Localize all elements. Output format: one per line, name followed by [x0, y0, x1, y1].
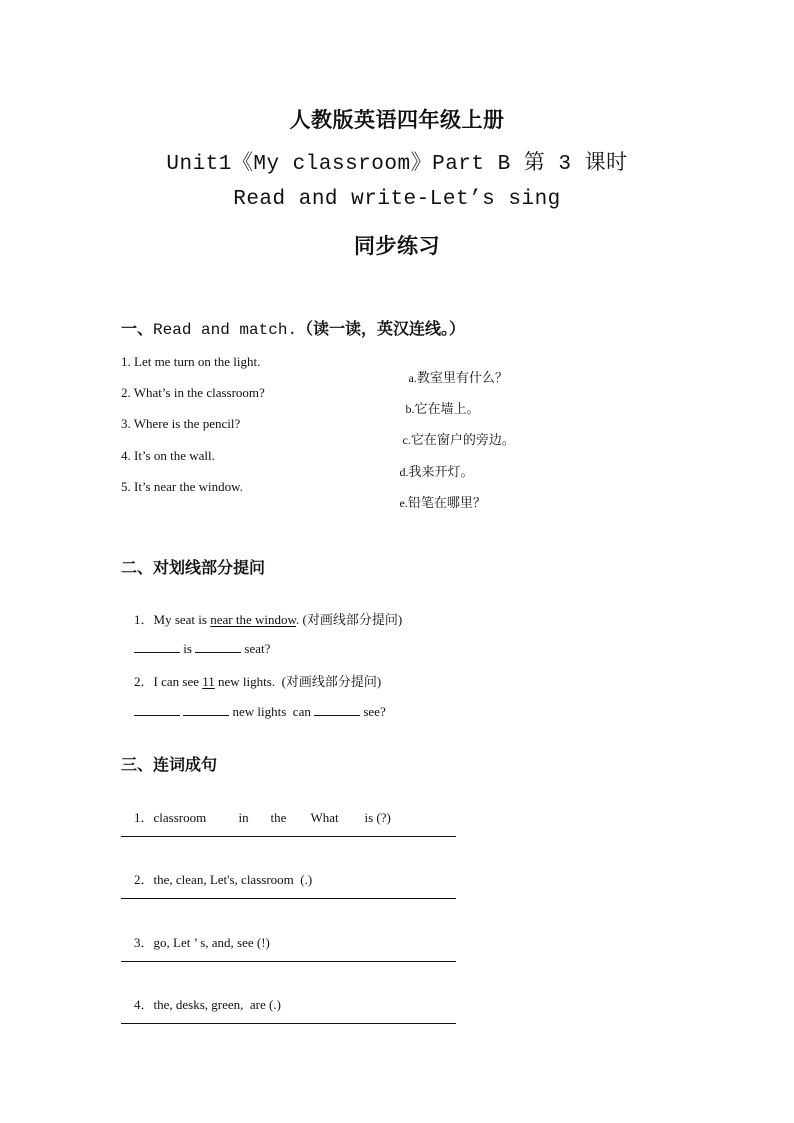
match-left-3: 3. Where is the pencil? [121, 416, 241, 431]
answer-line-1[interactable] [121, 836, 456, 837]
match-left-4: 4. It’s on the wall. [121, 448, 215, 463]
section1-number: 一、 [121, 319, 154, 338]
section3-heading: 三、连词成句 [121, 755, 218, 774]
match-right-c: c.它在窗户的旁边。 [402, 433, 515, 448]
answer-2-1: is seat? [121, 624, 270, 673]
section1-heading [121, 316, 465, 339]
answer-2-2: new lights can see? [121, 687, 386, 736]
exercise-title: 同步练习 [354, 233, 440, 258]
section1-heading-cn: （读一读，英汉连线。） [297, 319, 466, 338]
answer-line-3[interactable] [121, 961, 456, 962]
answer-line-4[interactable] [121, 1023, 456, 1024]
section1-heading-latin: Read and match. [153, 321, 298, 339]
question-2-1: 1．My seat is near the window. (对画线部分提问) [134, 612, 403, 627]
match-right-d: d.我来开灯。 [399, 465, 474, 480]
sentence-item-4: 4．the, desks, green, are (.) [134, 997, 281, 1012]
match-left-5: 5. It’s near the window. [121, 479, 243, 494]
underlined-phrase: near the window [210, 612, 297, 627]
match-left-1: 1. Let me turn on the light. [121, 354, 261, 369]
question-2-2: 2．I can see 11 new lights. (对画线部分提问) [134, 674, 382, 689]
worksheet-title: 人教版英语四年级上册 [289, 107, 505, 132]
sentence-item-1: 1．classroom in the What is (?) [134, 810, 391, 825]
unit-title: Unit1《My classroom》Part B 第 3 课时 [166, 153, 628, 176]
answer-blank[interactable] [134, 703, 180, 716]
lesson-title: Read and write-Let’s sing [233, 188, 561, 211]
answer-blank[interactable] [314, 703, 360, 716]
underlined-number: 11 [202, 674, 215, 689]
match-left-2: 2. What’s in the classroom? [121, 385, 265, 400]
answer-line-2[interactable] [121, 898, 456, 899]
match-right-e: e.铅笔在哪里？ [399, 496, 486, 511]
answer-blank[interactable] [183, 703, 229, 716]
sentence-item-3: 3．go, Let ’ s, and, see (!) [134, 935, 270, 950]
answer-blank[interactable] [195, 640, 241, 653]
match-right-a: a.教室里有什么？ [408, 371, 508, 386]
match-right-b: b.它在墙上。 [405, 402, 480, 417]
sentence-item-2: 2．the, clean, Let's, classroom (.) [134, 872, 313, 887]
answer-blank[interactable] [134, 640, 180, 653]
section2-heading: 二、对划线部分提问 [121, 558, 266, 577]
